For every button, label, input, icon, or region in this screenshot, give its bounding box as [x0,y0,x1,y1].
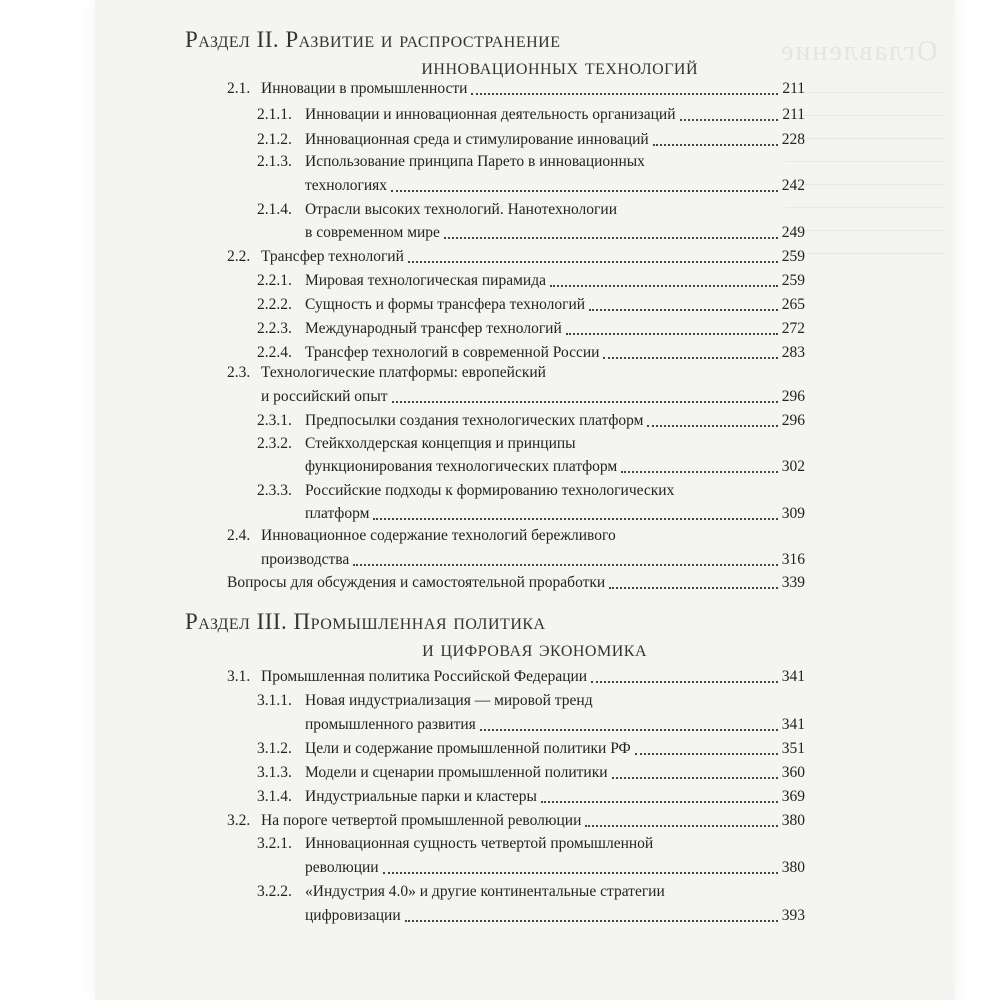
toc-entry-title: Новая индустриализация — мировой тренд [305,692,593,709]
toc-entry-first-line[interactable] [227,524,616,548]
toc-entry-number: 3.1.3. [257,764,292,781]
dot-leader [589,309,778,311]
toc-entry[interactable] [261,548,805,572]
toc-entry-first-line[interactable] [257,150,645,174]
toc-entry-page: 393 [781,907,805,924]
toc-entry-number: 2.2.2. [257,296,292,313]
toc-entry-number: 2.1.4. [257,201,292,218]
dot-leader [408,261,778,263]
toc-entry-page: 302 [781,458,805,475]
toc-entry-first-line[interactable] [257,479,674,503]
toc-entry[interactable] [261,385,805,409]
dot-leader [585,825,777,827]
toc-entry-title: «Индустрия 4.0» и другие континентальные стратегии [305,883,665,900]
section-heading-line1: Раздел III. Промышленная политика [185,609,546,634]
dot-leader [373,518,777,520]
toc-entry-page: 249 [781,224,805,241]
dot-leader [653,144,778,146]
toc-entry-number: 2.2.1. [257,272,292,289]
toc-entry[interactable] [305,174,805,198]
toc-entry-page: 272 [781,320,805,337]
toc-entry-number: 3.2.1. [257,835,292,852]
dot-leader [612,777,778,779]
toc-entry-title: Цели и содержание промышленной политики РФ [305,740,631,757]
toc-entry-title-continued: платформ [305,505,370,522]
toc-entry-number: 2.1. [227,80,251,97]
toc-entry-page: 296 [781,412,805,429]
toc-entry[interactable] [305,221,805,245]
toc-entry-title: Сущность и формы трансфера технологий [305,296,586,313]
toc-entry-first-line[interactable] [257,880,665,904]
toc-entry-title: Инновации в промышленности [261,80,468,97]
toc-entry-title: Трансфер технологий в современной России [305,344,600,361]
toc-entry-page: 211 [782,106,805,123]
show-through-ghost-lines [785,70,945,276]
toc-entry[interactable] [257,409,805,433]
toc-entry-questions[interactable] [227,571,805,595]
toc-entry-title-continued: в современном мире [305,224,440,241]
toc-entry[interactable] [257,761,805,785]
toc-entry-title-continued: промышленного развития [305,716,476,733]
toc-entry-first-line[interactable] [257,832,653,856]
toc-entry-title: Предпосылки создания технологических платформ [305,412,644,429]
dot-leader [541,801,778,803]
toc-entry-number: 3.1.4. [257,788,292,805]
section-heading-line2: инновационных технологий [421,54,698,79]
toc-entry-title: Вопросы для обсуждения и самостоятельной проработки [227,574,606,591]
toc-entry-number: 2.2. [227,248,251,265]
toc-entry-title: Трансфер технологий [261,248,404,265]
toc-entry-title: Технологические платформы: европейский [261,364,546,381]
toc-entry-page: 242 [781,177,805,194]
dot-leader [603,357,777,359]
toc-entry[interactable] [305,455,805,479]
toc-entry-number: 2.2.4. [257,344,292,361]
dot-leader [647,425,777,427]
toc-entry-number: 2.1.3. [257,153,292,170]
toc-entry-number: 2.3.2. [257,435,292,452]
dot-leader [621,471,778,473]
toc-entry[interactable] [227,665,805,689]
toc-entry-number: 2.4. [227,527,251,544]
toc-entry[interactable] [257,785,805,809]
toc-entry-title: Мировая технологическая пирамида [305,272,546,289]
toc-entry[interactable] [305,856,805,880]
toc-entry-number: 3.2. [227,812,251,829]
toc-entry[interactable] [305,502,805,526]
book-page [95,0,955,1000]
toc-entry-title: Индустриальные парки и кластеры [305,788,537,805]
toc-entry[interactable] [257,128,805,152]
toc-entry-number: 2.1.2. [257,131,292,148]
toc-entry-page: 339 [781,574,805,591]
toc-entry-first-line[interactable] [257,432,576,456]
section-heading-line2: и цифровая экономика [422,636,647,661]
toc-entry-number: 3.1.1. [257,692,292,709]
toc-entry[interactable] [257,317,805,341]
toc-entry-page: 316 [781,551,805,568]
toc-entry-number: 2.3.1. [257,412,292,429]
toc-entry-number: 2.1.1. [257,106,292,123]
toc-entry-page: 360 [781,764,805,781]
toc-entry-title-continued: производства [261,551,350,568]
toc-entry-title: Отрасли высоких технологий. Нанотехнологии [305,201,617,218]
toc-entry-title: Российские подходы к формированию технологических [305,482,675,499]
toc-entry[interactable] [305,713,805,737]
toc-entry-title: Инновации и инновационная деятельность организаций [305,106,676,123]
toc-entry-page: 380 [781,812,805,829]
toc-entry[interactable] [257,269,805,293]
toc-entry-number: 3.1.2. [257,740,292,757]
toc-entry-page: 341 [781,668,805,685]
dot-leader [680,119,779,121]
toc-entry[interactable] [227,809,805,833]
toc-entry-page: 283 [781,344,805,361]
toc-entry[interactable] [305,904,805,928]
dot-leader [566,333,778,335]
toc-entry-title-continued: и российский опыт [261,388,388,405]
toc-entry-title-continued: революции [305,859,379,876]
section-heading [185,608,665,662]
toc-entry-title-continued: технологиях [305,177,388,194]
toc-entry[interactable] [257,103,805,127]
toc-entry-title: Международный трансфер технологий [305,320,562,337]
toc-entry-title: Использование принципа Парето в инновационных [305,153,645,170]
toc-entry[interactable] [257,737,805,761]
toc-entry[interactable] [257,293,805,317]
dot-leader [591,681,778,683]
toc-entry-page: 228 [781,131,805,148]
toc-entry-title-continued: функционирования технологических платформ [305,458,618,475]
dot-leader [353,564,777,566]
toc-entry-first-line[interactable] [257,198,617,222]
dot-leader [383,872,778,874]
toc-entry-page: 259 [781,272,805,289]
toc-entry-title: Инновационная сущность четвертой промышленной [305,835,654,852]
toc-entry-number: 2.3. [227,364,251,381]
toc-entry-page: 265 [781,296,805,313]
toc-entry-first-line[interactable] [257,689,593,713]
toc-entry-page: 380 [781,859,805,876]
toc-entry-first-line[interactable] [227,361,546,385]
show-through-ghost-text: Оглавление [778,36,937,67]
toc-entry-title: Промышленная политика Российской Федерации [261,668,588,685]
toc-entry-page: 341 [781,716,805,733]
toc-entry-page: 309 [781,505,805,522]
dot-leader [635,753,778,755]
dot-leader [444,237,778,239]
toc-entry-number: 3.2.2. [257,883,292,900]
toc-entry-title: Стейкхолдерская концепция и принципы [305,435,576,452]
toc-entry-page: 296 [781,388,805,405]
dot-leader [550,285,778,287]
dot-leader [471,93,778,95]
toc-entry[interactable] [227,77,805,101]
toc-entry-title: Инновационное содержание технологий бережливого [261,527,616,544]
toc-entry-page: 351 [781,740,805,757]
dot-leader [609,587,778,589]
toc-entry-number: 2.2.3. [257,320,292,337]
toc-entry-title: На пороге четвертой промышленной революции [261,812,582,829]
dot-leader [480,729,778,731]
toc-entry-title-continued: цифровизации [305,907,401,924]
toc-entry-page: 211 [782,80,805,97]
dot-leader [392,401,778,403]
toc-entry-title: Модели и сценарии промышленной политики [305,764,608,781]
toc-entry-page: 369 [781,788,805,805]
section-heading [185,26,700,80]
dot-leader [405,920,778,922]
toc-entry[interactable] [227,245,805,269]
dot-leader [391,190,778,192]
section-heading-line1: Раздел II. Развитие и распространение [185,27,561,52]
toc-entry-number: 3.1. [227,668,251,685]
toc-entry-number: 2.3.3. [257,482,292,499]
toc-entry-page: 259 [781,248,805,265]
toc-entry-title: Инновационная среда и стимулирование инноваций [305,131,649,148]
